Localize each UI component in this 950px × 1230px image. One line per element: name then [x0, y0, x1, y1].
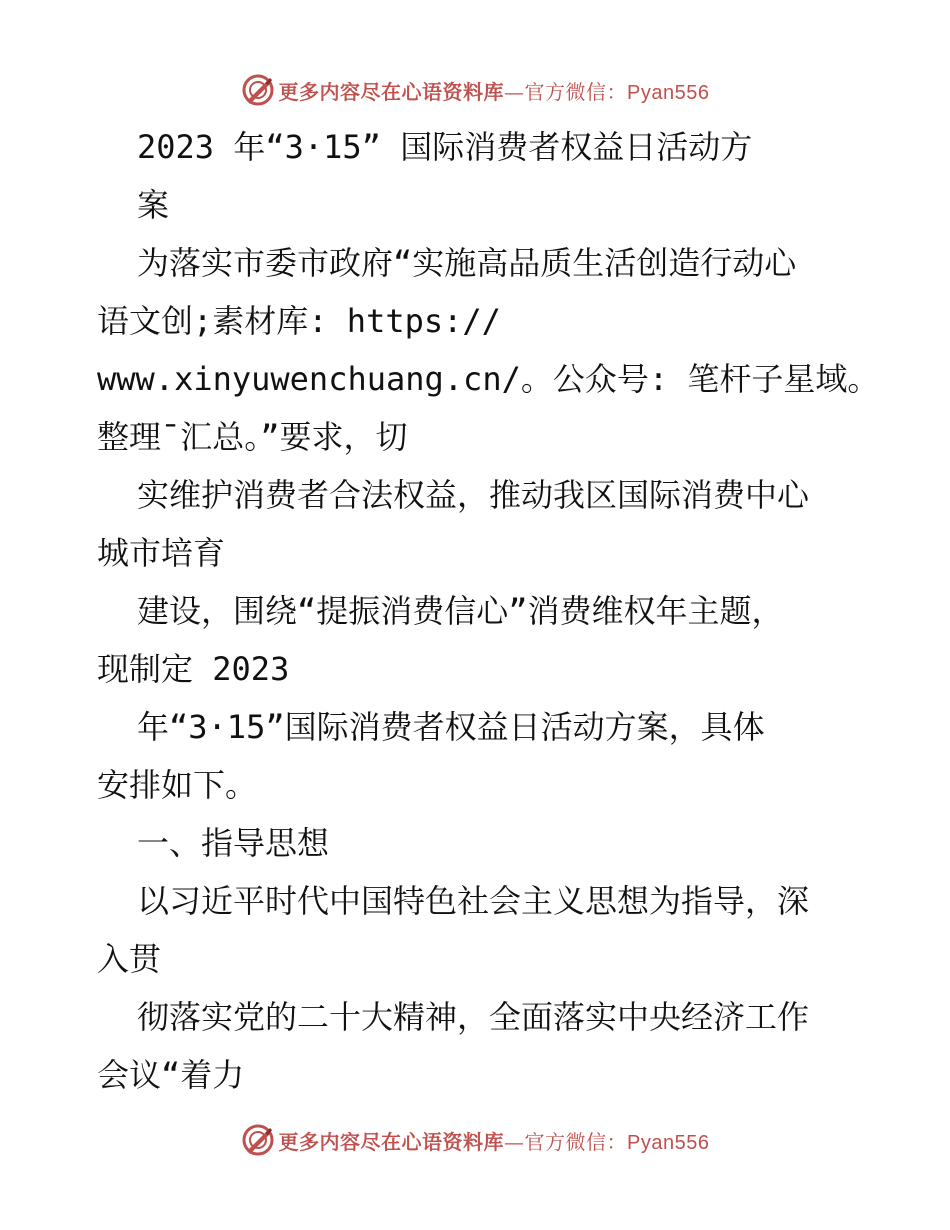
- pen-logo-icon: [241, 1123, 275, 1157]
- footer-watermark-banner: [0, 1120, 950, 1160]
- doc-line: 会议“着力: [97, 1056, 245, 1094]
- footer-banner-text: 更多内容尽在心语资料库—官方微信：Pyan556: [278, 1129, 710, 1154]
- doc-line: 安排如下。: [97, 766, 258, 804]
- document-body: [97, 118, 880, 1104]
- section-heading: 一、指导思想: [137, 824, 330, 862]
- doc-title-line-2: 案: [137, 186, 170, 224]
- header-banner-text: 更多内容尽在心语资料库—官方微信：Pyan556: [278, 79, 710, 104]
- doc-line: 建设，围绕“提振消费信心”消费维权年主题，: [137, 592, 784, 630]
- pen-logo-icon: [241, 73, 275, 107]
- doc-line: 现制定 2023: [97, 650, 290, 688]
- doc-line: 整理¯汇总。”要求，切: [97, 418, 408, 456]
- doc-line: 年“3·15”国际消费者权益日活动方案，具体: [137, 708, 765, 746]
- doc-line: www.xinyuwenchuang.cn/。公众号: 笔杆子星域。: [97, 360, 880, 398]
- doc-line: 为落实市委市政府“实施高品质生活创造行动心: [137, 244, 797, 282]
- doc-line: 以习近平时代中国特色社会主义思想为指导，深: [137, 882, 810, 920]
- doc-line: 实维护消费者合法权益，推动我区国际消费中心: [137, 476, 810, 514]
- doc-line: 语文创;素材库: https://: [97, 302, 501, 340]
- doc-line: 彻落实党的二十大精神，全面落实中央经济工作: [137, 998, 810, 1036]
- doc-line: 入贯: [97, 940, 162, 978]
- doc-title-line-1: 2023 年“3·15” 国际消费者权益日活动方: [137, 128, 753, 166]
- header-watermark-banner: [0, 70, 950, 110]
- doc-line: 城市培育: [97, 534, 226, 572]
